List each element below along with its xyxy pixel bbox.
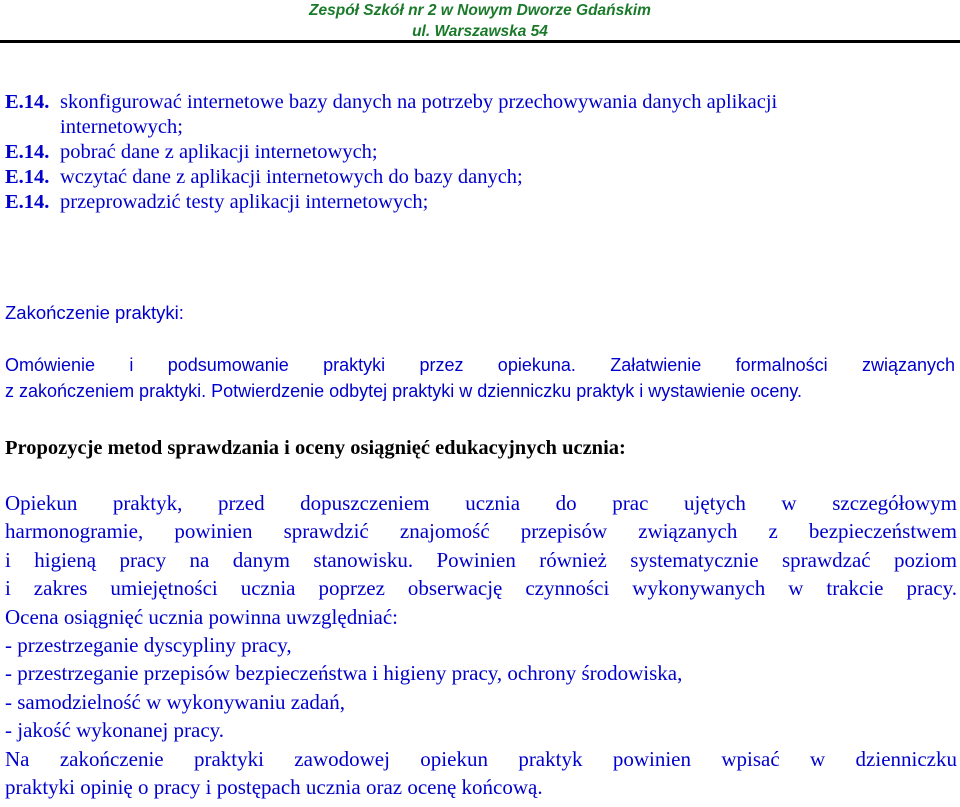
assessment-line: praktyki opinię o pracy i postępach ucznia oraz ocenę końcową. (5, 775, 543, 800)
school-name: Zespół Szkół nr 2 w Nowym Dworze Gdańskim (309, 2, 651, 19)
task-text: pobrać dane z aplikacji internetowych; (60, 141, 378, 163)
criteria-item: - przestrzeganie przepisów bezpieczeństwa i higieny pracy, ochrony środowiska, (5, 661, 683, 686)
task-text: internetowych; (60, 116, 183, 138)
task-code: E.14. (5, 91, 50, 113)
ending-paragraph (5, 352, 955, 404)
task-code: E.14. (5, 141, 50, 163)
task-list (5, 90, 955, 215)
task-text: wczytać dane z aplikacji internetowych do bazy danych; (60, 166, 523, 188)
ending-heading: Zakończenie praktyki: (5, 302, 184, 323)
assessment-line: i higieną pracy na danym stanowisku. Powinien również systematycznie sprawdzać poziom (5, 547, 957, 572)
task-item (5, 165, 955, 190)
task-item (5, 90, 955, 115)
assessment-line: Ocena osiągnięć ucznia powinna uwzględniać: (5, 604, 399, 629)
task-text: przeprowadzić testy aplikacji internetowych; (60, 191, 429, 213)
school-address: ul. Warszawska 54 (412, 23, 548, 40)
assessment-heading: Propozycje metod sprawdzania i oceny osiągnięć edukacyjnych ucznia: (5, 437, 626, 459)
criteria-item: - samodzielność w wykonywaniu zadań, (5, 689, 345, 714)
assessment-line: Na zakończenie praktyki zawodowej opiekun praktyk powinien wpisać w dzienniczku (5, 746, 957, 771)
criteria-item: - przestrzeganie dyscypliny pracy, (5, 633, 292, 658)
ending-line: z zakończeniem praktyki. Potwierdzenie odbytej praktyki w dzienniczku praktyk i wystawienie oceny. (5, 381, 803, 401)
task-item-continuation (5, 115, 955, 140)
header-divider (0, 40, 960, 43)
page-header (0, 0, 960, 42)
ending-line: Omówienie i podsumowanie praktyki przez opiekuna. Załatwienie formalności związanych (5, 355, 955, 375)
task-item (5, 190, 955, 215)
task-code: E.14. (5, 166, 50, 188)
criteria-item: - jakość wykonanej pracy. (5, 718, 225, 743)
assessment-line: i zakres umiejętności ucznia poprzez obserwację czynności wykonywanych w trakcie pracy. (5, 576, 957, 601)
assessment-line: Opiekun praktyk, przed dopuszczeniem ucznia do prac ujętych w szczegółowym (5, 491, 957, 515)
task-code: E.14. (5, 191, 50, 213)
task-item (5, 140, 955, 165)
assessment-body (5, 489, 957, 801)
task-text: skonfigurować internetowe bazy danych na potrzeby przechowywania danych aplikacji (60, 91, 778, 113)
assessment-line: harmonogramie, powinien sprawdzić znajomość przepisów związanych z bezpieczeństwem (5, 519, 957, 544)
